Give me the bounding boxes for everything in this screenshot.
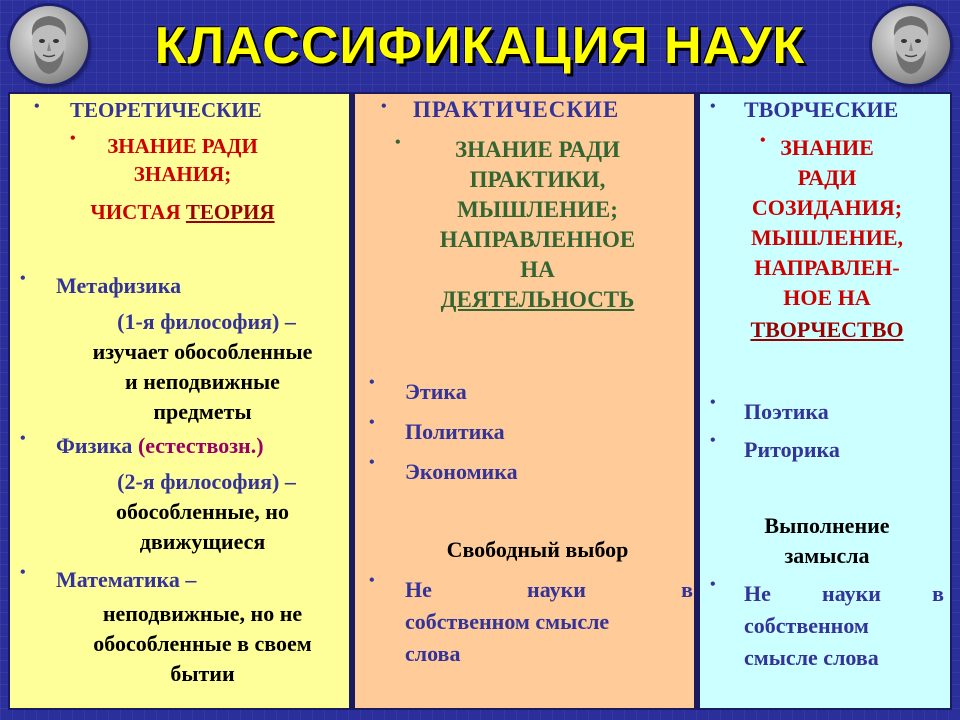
practical-column [353, 92, 698, 710]
metaphysics-desc-1: (1-я философия) – [117, 309, 296, 334]
creative-note-3: смысле слова [744, 645, 879, 670]
practical-sub-3: МЫШЛЕНИЕ; [457, 197, 618, 222]
pure-theory-underlined: ТЕОРИЯ [185, 200, 275, 224]
metaphysics-desc-2: изучает обособленные [92, 339, 313, 364]
practical-note-3: слова [405, 641, 461, 666]
creative-sub-3: СОЗИДАНИЯ; [751, 195, 903, 220]
practical-item-economics: Экономика [405, 459, 518, 484]
creative-sub-5: НАПРАВЛЕН- [754, 255, 900, 280]
creative-item-poetics: Поэтика [744, 399, 829, 424]
creative-note-1: Не науки в [744, 581, 944, 606]
bullet-icon: • [369, 454, 375, 471]
practical-sub-1: ЗНАНИЕ РАДИ [455, 137, 620, 162]
practical-sub-2: ПРАКТИКИ, [469, 167, 606, 192]
bullet-icon: • [710, 98, 716, 115]
bullet-icon: • [395, 134, 401, 151]
creative-sub-4: МЫШЛЕНИЕ, [751, 225, 903, 250]
aristotle-portrait-icon [10, 6, 88, 84]
creative-column [698, 92, 952, 710]
practical-item-politics: Политика [405, 419, 505, 444]
math-desc-3: бытии [170, 661, 235, 686]
math-label: Математика – [56, 567, 197, 592]
practical-note-2: собственном смысле [405, 609, 610, 634]
header [0, 0, 960, 92]
creative-item-rhetoric: Риторика [744, 437, 840, 462]
creative-note-2: собственном [744, 613, 869, 638]
creative-sub-1: ЗНАНИЕ [780, 135, 874, 160]
bullet-icon: • [369, 374, 375, 391]
theoretical-heading: ТЕОРЕТИЧЕСКИЕ [70, 98, 262, 122]
free-choice-label: Свободный выбор [446, 537, 629, 562]
bullet-icon: • [710, 432, 716, 449]
aristotle-portrait-icon [872, 6, 950, 84]
bullet-icon: • [710, 576, 716, 593]
page-title: КЛАССИФИКАЦИЯ НАУК [154, 17, 806, 75]
math-desc-1: неподвижные, но не [102, 601, 303, 626]
practical-note-1: Не науки в [405, 577, 693, 602]
physics-desc-3: движущиеся [139, 529, 266, 554]
physics-desc-1: (2-я философия) – [117, 469, 296, 494]
creative-heading: ТВОРЧЕСКИЕ [744, 97, 899, 122]
physics-desc-2: обособленные, но [115, 499, 289, 524]
practical-sub-underlined: ДЕЯТЕЛЬНОСТЬ [440, 287, 635, 312]
bullet-icon: • [369, 414, 375, 431]
theoretical-sub-3: ЧИСТАЯ ТЕОРИЯ [90, 200, 275, 224]
practical-sub-5: НА [520, 257, 555, 282]
math-desc-2: обособленные в своем [93, 631, 312, 656]
practical-sub-4: НАПРАВЛЕННОЕ [439, 227, 636, 252]
creative-sub-6: НОЕ НА [783, 285, 871, 310]
classification-table [8, 92, 952, 710]
bullet-icon: • [20, 564, 26, 581]
bullet-icon: • [20, 430, 26, 447]
metaphysics-desc-3: и неподвижные [125, 369, 280, 394]
bullet-icon: • [20, 270, 26, 287]
creative-sub-2: РАДИ [797, 165, 857, 190]
bullet-icon: • [34, 98, 40, 115]
theoretical-column [8, 92, 353, 710]
physics-label: Физика (естествозн.) [56, 433, 264, 458]
bullet-icon: • [369, 572, 375, 589]
bullet-icon: • [381, 98, 387, 115]
metaphysics-desc-4: предметы [153, 399, 252, 424]
execution-label-1: Выполнение [764, 513, 890, 538]
bullet-icon: • [710, 394, 716, 411]
creative-sub-underlined: ТВОРЧЕСТВО [750, 317, 904, 342]
execution-label-2: замысла [784, 543, 870, 568]
bullet-icon: • [70, 130, 76, 147]
practical-heading: ПРАКТИЧЕСКИЕ [413, 97, 620, 122]
metaphysics-label: Метафизика [56, 273, 182, 298]
bullet-icon: • [760, 132, 766, 149]
theoretical-sub-1: ЗНАНИЕ РАДИ [107, 134, 258, 158]
theoretical-sub-2: ЗНАНИЯ; [133, 162, 232, 186]
practical-item-ethics: Этика [405, 379, 467, 404]
